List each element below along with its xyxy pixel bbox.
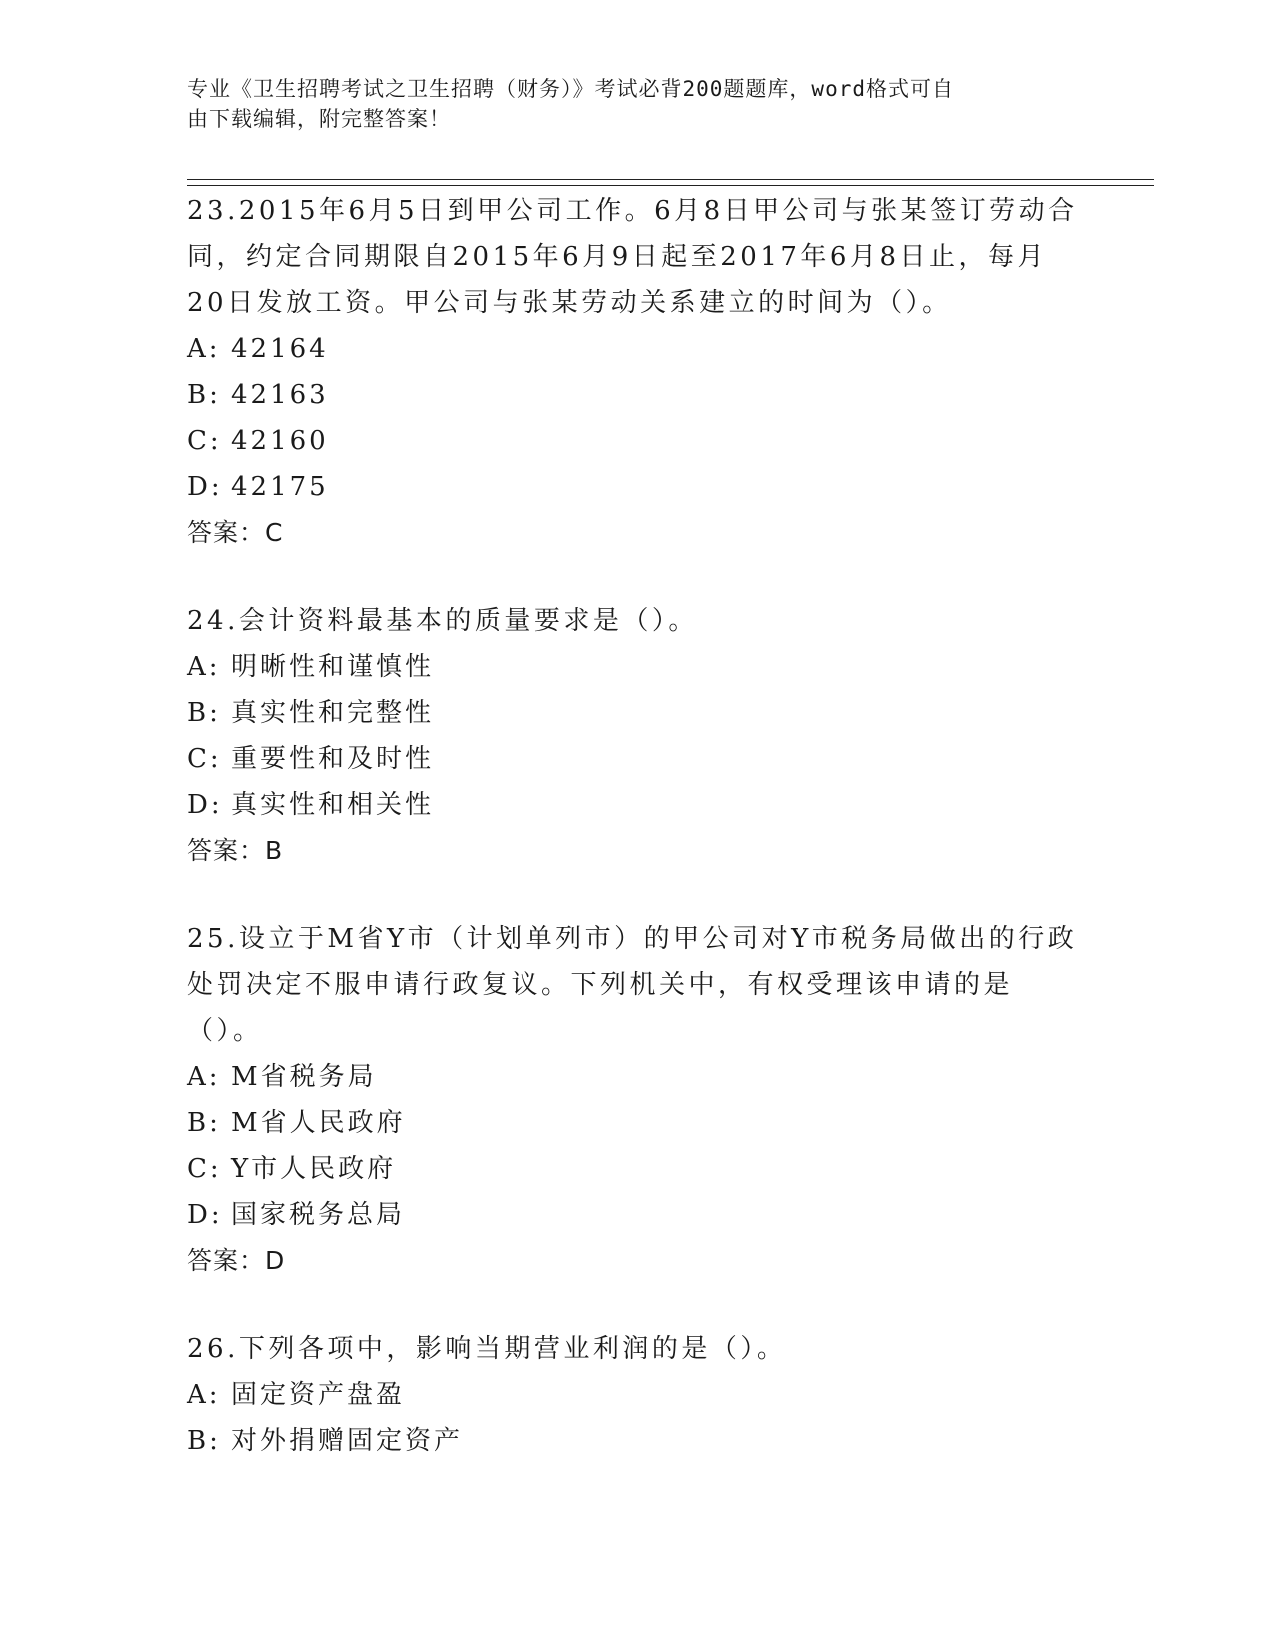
header-line-2: 由下载编辑，附完整答案！ [187,107,451,131]
option-c [187,418,1087,464]
option-letter: B: [187,380,221,410]
option-text: 真实性和完整性 [231,698,435,728]
option-a [187,1372,1087,1418]
question-text: 25.设立于M省Y市（计划单列市）的甲公司对Y市税务局做出的行政处罚决定不服申请行政复议。下列机关中，有权受理该申请的是（）。 [187,924,1078,1046]
option-letter: D: [187,1200,223,1230]
option-letter: C: [187,744,222,774]
option-letter: C: [187,426,222,456]
option-d [187,1192,1087,1238]
option-a [187,644,1087,690]
header-divider-top [187,179,1154,180]
option-b [187,372,1087,418]
option-text: 对外捐赠固定资产 [231,1426,464,1456]
option-letter: A: [187,334,221,364]
option-a [187,1054,1087,1100]
option-letter: B: [187,698,221,728]
question-list [187,188,1087,1464]
question-text: 26.下列各项中，影响当期营业利润的是（）。 [187,1334,787,1364]
answer-text: 答案：B [187,836,284,865]
option-c [187,1146,1087,1192]
option-c [187,736,1087,782]
option-text: Y市人民政府 [231,1154,397,1184]
option-text: 国家税务总局 [231,1200,406,1230]
option-text: 固定资产盘盈 [231,1380,406,1410]
option-text: 42163 [231,380,329,410]
option-d [187,782,1087,828]
document-header [187,74,1067,134]
option-letter: A: [187,1380,221,1410]
option-letter: A: [187,1062,221,1092]
option-letter: C: [187,1154,222,1184]
option-text: M省人民政府 [231,1108,406,1138]
option-text: 明晰性和谨慎性 [231,652,435,682]
option-letter: D: [187,472,223,502]
answer-text: 答案：D [187,1246,286,1275]
question-block [187,1326,1087,1464]
option-a [187,326,1087,372]
header-line-1: 专业《卫生招聘考试之卫生招聘（财务）》考试必背200题题库，word格式可自 [187,77,954,101]
option-text: 42160 [231,426,329,456]
question-block [187,188,1087,556]
option-b [187,1418,1087,1464]
option-text: 42175 [231,472,329,502]
option-b [187,690,1087,736]
answer-text: 答案：C [187,518,284,547]
option-letter: B: [187,1426,221,1456]
question-block [187,598,1087,874]
option-d [187,464,1087,510]
option-letter: D: [187,790,223,820]
option-text: 42164 [231,334,329,364]
option-letter: B: [187,1108,221,1138]
option-letter: A: [187,652,221,682]
question-block [187,916,1087,1284]
question-text: 24.会计资料最基本的质量要求是（）。 [187,606,698,636]
question-text: 23.2015年6月5日到甲公司工作。6月8日甲公司与张某签订劳动合同，约定合同期限自2015年6月9日起至2017年6月8日止，每月20日发放工资。甲公司与张某劳动关系建立的时间为（）。 [187,196,1078,318]
option-text: 重要性和及时性 [231,744,435,774]
header-divider-bottom [187,185,1154,186]
option-text: 真实性和相关性 [231,790,435,820]
option-text: M省税务局 [231,1062,377,1092]
option-b [187,1100,1087,1146]
